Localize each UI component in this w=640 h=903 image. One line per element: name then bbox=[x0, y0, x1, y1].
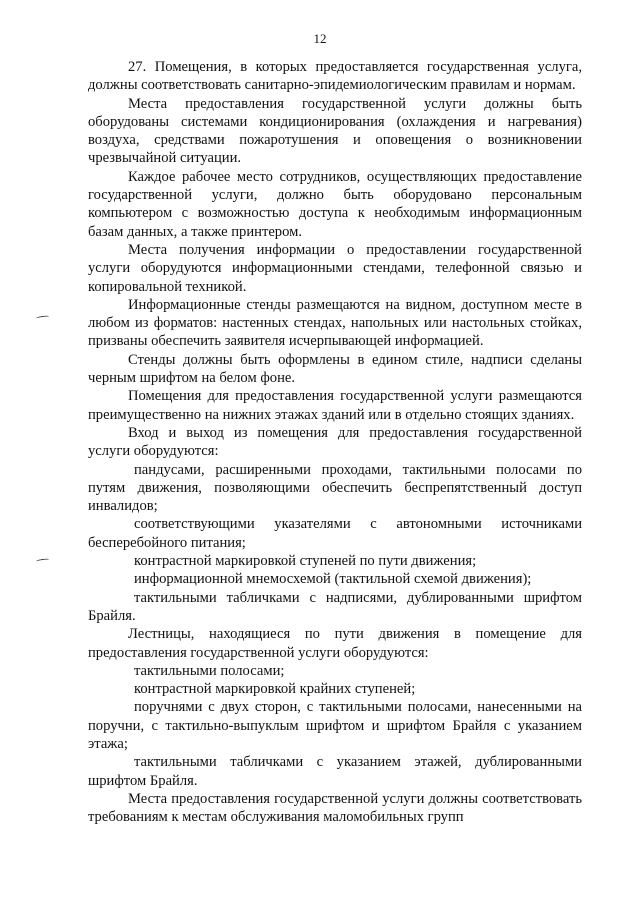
list-item: пандусами, расширенными проходами, тактильными полосами по путям движения, позволяющими обеспечить беспрепятственный доступ инвалидов; bbox=[88, 461, 582, 515]
paragraph: Лестницы, находящиеся по пути движения в помещение для предоставления государственной услуги оборудуются: bbox=[88, 626, 582, 661]
margin-mark bbox=[36, 315, 49, 320]
paragraph: Вход и выход из помещения для предоставления государственной услуги оборудуются: bbox=[88, 424, 582, 460]
paragraph: Информационные стенды размещаются на видном, доступном месте в любом из форматов: настенных стендах, напольных или настольных стойках, призваны обеспечить заявителя исчерпывающей информацией. bbox=[88, 296, 582, 350]
paragraph: Помещения для предоставления государственной услуги размещаются преимущественно на нижних этажах зданий или в отдельно стоящих зданиях. bbox=[88, 388, 582, 423]
list-item: контрастной маркировкой крайних ступеней; bbox=[134, 681, 416, 698]
paragraph: Места предоставления государственной услуги должны быть оборудованы системами кондиционирования (охлаждения и нагревания) воздуха, средствами пожаротушения и оповещения о возникновении чрезвычайной ситуации. bbox=[88, 95, 582, 167]
list-item: соответствующими указателями с автономными источниками бесперебойного питания; bbox=[88, 516, 582, 551]
list-item: контрастной маркировкой ступеней по пути движения; bbox=[134, 553, 477, 570]
document-body bbox=[88, 58, 582, 826]
paragraph: Места получения информации о предоставлении государственной услуги оборудуются информационными стендами, телефонной связью и копировальной техникой. bbox=[88, 241, 582, 295]
list-item: тактильными табличками с указанием этажей, дублированными шрифтом Брайля. bbox=[88, 754, 582, 789]
paragraph: Каждое рабочее место сотрудников, осуществляющих предоставление государственной услуги, должно быть оборудовано персональным компьютером с возможностью доступа к необходимым информационным базам данных, а также принтером. bbox=[88, 168, 582, 240]
margin-mark bbox=[36, 558, 49, 563]
list-item: поручнями с двух сторон, с тактильными полосами, нанесенными на поручни, с тактильно-выпуклым шрифтом и шрифтом Брайля с указанием этажа; bbox=[88, 699, 582, 752]
list-item: информационной мнемосхемой (тактильной схемой движения); bbox=[134, 571, 532, 588]
paragraph: 27. Помещения, в которых предоставляется государственная услуга, должны соответствовать санитарно-эпидемиологическим правилам и нормам. bbox=[88, 59, 582, 94]
paragraph: Стенды должны быть оформлены в едином стиле, надписи сделаны черным шрифтом на белом фоне. bbox=[88, 351, 582, 387]
list-item: тактильными полосами; bbox=[134, 662, 285, 679]
page-number: 12 bbox=[313, 31, 327, 46]
paragraph: Места предоставления государственной услуги должны соответствовать требованиям к местам обслуживания маломобильных групп bbox=[88, 790, 582, 826]
list-item: тактильными табличками с надписями, дублированными шрифтом Брайля. bbox=[88, 589, 582, 624]
